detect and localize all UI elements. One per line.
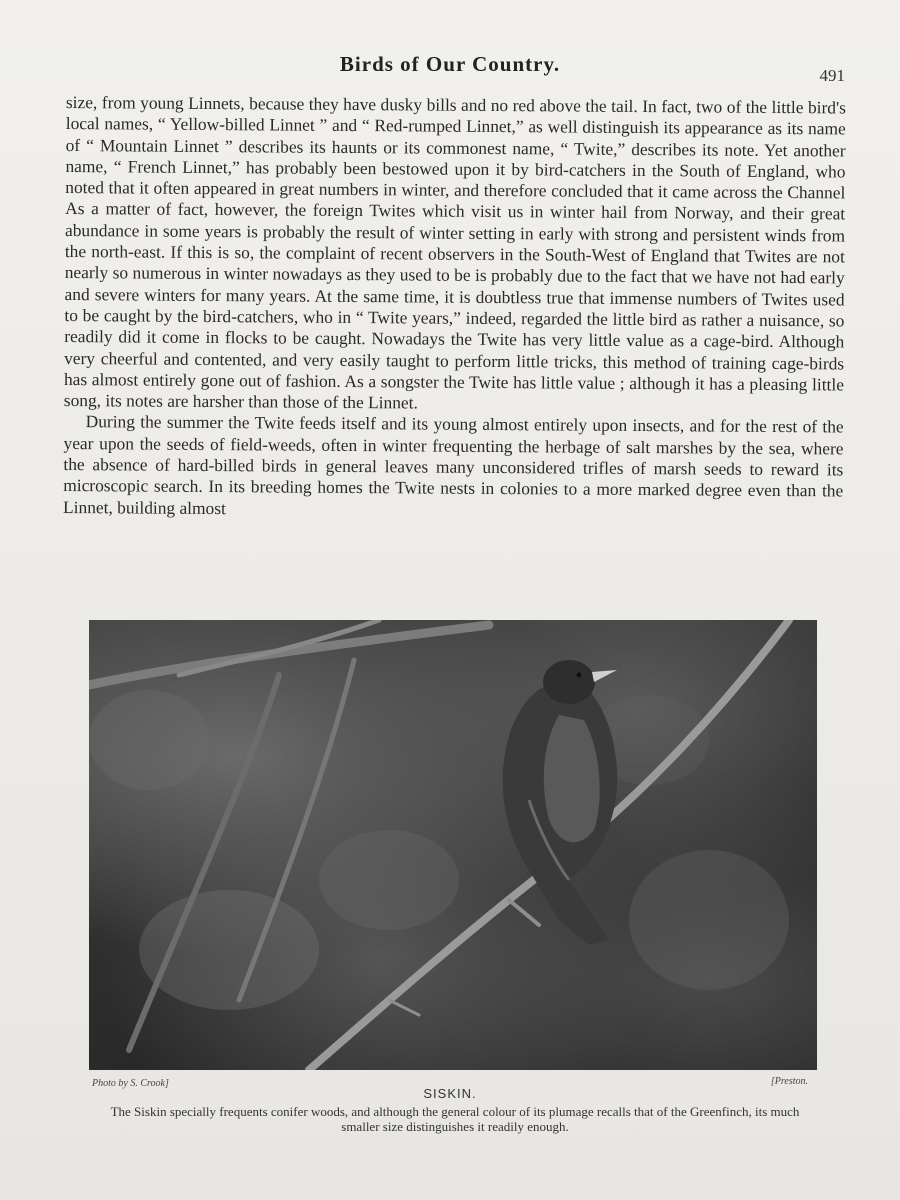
caption-title: SISKIN. — [423, 1086, 477, 1101]
body-text — [63, 92, 846, 523]
siskin-bird — [503, 660, 617, 945]
siskin-photograph — [89, 620, 817, 1070]
caption-text: The Siskin specially frequents conifer woods, and although the general colour of its plumage recalls that of the Greenfinch, its much smaller size distinguishes it readily enough. — [110, 1104, 800, 1134]
siskin-illustration — [89, 620, 817, 1070]
paragraph: size, from young Linnets, because they have dusky bills and no red above the tail. In fact, two of the little bird's local names, “ Yellow-billed Linnet ” and “ Red-rumped Linnet,” as well distinguish its appearance as its name of “ Mountain Linnet ” describes its haunts or its commonest name, “ Twite,” describes its note. Yet another name, “ French Linnet,” has probably been bestowed upon it by bird-catchers in the South of England, who noted that it often appeared in great numbers in winter, and therefore concluded that it came across the Channel As a matter of fact, however, the foreign Twites which visit us in winter hail from Norway, and their great abundance in some years is probably the result of winter setting in early with strong and persistent winds from the north-east. If this is so, the complaint of recent observers in the South-West of England that Twites are not nearly so numerous in winter nowadays as they used to be is probably due to the fact that we have not had early and severe winters for many years. At the same time, it is doubtless true that immense numbers of Twites used to be caught by the bird-catchers, who in “ Twite years,” indeed, regarded the little bird as rather a nuisance, so readily did it come in flocks to be caught. Nowadays the Twite has very little value as a cage-bird. Although very cheerful and contented, and very easily taught to perform little tricks, this method of training cage-birds has almost entirely gone out of fashion. As a songster the Twite has little value ; although it has a pleasing little song, its notes are harsher than those of the Linnet. — [63, 92, 846, 413]
photo-credit: Photo by S. Crook] — [92, 1078, 169, 1089]
running-title: Birds of Our Country. — [339, 52, 561, 76]
publisher-credit: [Preston. — [770, 1076, 808, 1087]
paragraph: During the summer the Twite feeds itself and its young almost entirely upon insects, and for the rest of the year upon the seeds of field-weeds, often in winter frequenting the herbage of salt marshes by the sea, where the absence of hard-billed birds in general leaves many unconsidered trifles of marsh seeds to reward its microscopic search. In its breeding homes the Twite nests in colonies to a more marked degree even than the Linnet, building almost — [63, 411, 844, 518]
page-number: 491 — [819, 66, 845, 85]
